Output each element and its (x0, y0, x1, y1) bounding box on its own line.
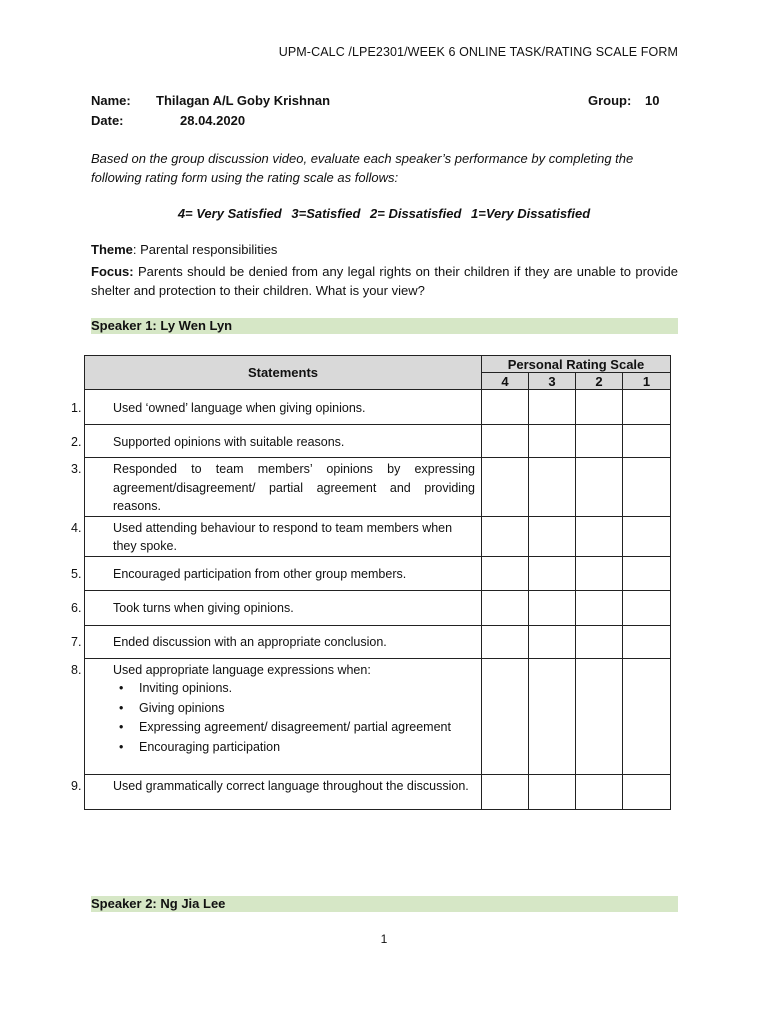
rating-cell-1[interactable] (623, 425, 671, 458)
statement-number: 4. (71, 520, 82, 535)
statement-number: 8. (71, 662, 82, 677)
rating-cell-3[interactable] (529, 516, 576, 556)
page-number: 1 (380, 932, 388, 946)
list-item (119, 718, 475, 738)
rating-col-1: 1 (623, 373, 671, 390)
rating-scale-legend (0, 206, 768, 221)
statement-text: Used ‘owned’ language when giving opinions. (113, 400, 366, 415)
theme-line (91, 242, 277, 257)
statement-text: Responded to team members’ opinions by expressing agreement/disagreement/ partial agreement and providing reasons. (113, 462, 475, 513)
table-row (85, 590, 671, 625)
statement-number: 7. (71, 635, 82, 650)
rating-cell-3[interactable] (529, 425, 576, 458)
statement-text: Encouraged participation from other group members. (113, 566, 407, 581)
rating-cell-1[interactable] (623, 390, 671, 425)
rating-cell-1[interactable] (623, 625, 671, 658)
statement-cell (71, 425, 482, 458)
rating-col-3: 3 (529, 373, 576, 390)
rating-cell-2[interactable] (576, 774, 623, 809)
scale-3: 3=Satisfied (291, 206, 361, 221)
statement-cell (71, 516, 482, 556)
group-number: 10 (645, 93, 660, 108)
rating-cell-4[interactable] (482, 590, 529, 625)
table-row (85, 516, 671, 556)
rating-cell-4[interactable] (482, 516, 529, 556)
rating-cell-1[interactable] (623, 458, 671, 517)
rating-cell-3[interactable] (529, 774, 576, 809)
rating-cell-1[interactable] (623, 556, 671, 590)
statement-text: Ended discussion with an appropriate conclusion. (113, 635, 387, 650)
rating-cell-2[interactable] (576, 458, 623, 517)
rating-cell-4[interactable] (482, 390, 529, 425)
statement-cell (71, 590, 482, 625)
list-item: • Inviting opinions. (119, 679, 475, 699)
speaker-1-heading: Speaker 1: Ly Wen Lyn (91, 318, 678, 334)
rating-cell-2[interactable] (576, 625, 623, 658)
rating-cell-1[interactable] (623, 658, 671, 774)
table-row (85, 658, 671, 774)
rating-cell-2[interactable] (576, 556, 623, 590)
statement-cell (71, 390, 482, 425)
table-row (85, 774, 671, 809)
focus-label: Focus: (91, 264, 134, 279)
statement-number: 9. (71, 778, 82, 793)
focus-paragraph (91, 262, 678, 300)
rating-cell-3[interactable] (529, 625, 576, 658)
group-label: Group: (588, 93, 632, 108)
document-header: UPM-CALC /LPE2301/WEEK 6 ONLINE TASK/RATING SCALE FORM (278, 45, 678, 59)
scale-4: 4= Very Satisfied (177, 206, 282, 221)
focus-value: Parents should be denied from any legal rights on their children if they are unable to provide shelter and protection to their children. What is your view? (91, 264, 678, 298)
bullet-text: • Expressing agreement/ disagreement/ partial agreement (139, 720, 451, 734)
list-item: • Giving opinions (119, 699, 475, 719)
statement-number: 6. (71, 601, 82, 616)
table-row (85, 425, 671, 458)
table-row (85, 556, 671, 590)
list-item: • Encouraging participation (119, 738, 475, 758)
statement-cell (71, 625, 482, 658)
rating-cell-2[interactable] (576, 516, 623, 556)
table-row (85, 458, 671, 517)
rating-cell-3[interactable] (529, 658, 576, 774)
statement-number: 5. (71, 566, 82, 581)
rating-cell-3[interactable] (529, 458, 576, 517)
rating-cell-2[interactable] (576, 658, 623, 774)
student-name: Thilagan A/L Goby Krishnan (156, 93, 331, 108)
theme-label: Theme (91, 242, 133, 257)
rating-cell-4[interactable] (482, 556, 529, 590)
statement-cell (71, 774, 482, 809)
scale-2: 2= Dissatisfied (370, 206, 462, 221)
rating-cell-4[interactable] (482, 458, 529, 517)
theme-value: : Parental responsibilities (132, 242, 278, 257)
date-label: Date: (91, 113, 124, 128)
statement-text: Took turns when giving opinions. (113, 601, 294, 616)
rating-cell-1[interactable] (623, 590, 671, 625)
statement-number: 3. (71, 462, 82, 476)
statement-text: Used appropriate language expressions when: (113, 662, 371, 677)
rating-cell-1[interactable] (623, 774, 671, 809)
statement-number: 1. (71, 400, 82, 415)
rating-cell-2[interactable] (576, 390, 623, 425)
rating-cell-1[interactable] (623, 516, 671, 556)
name-label: Name: (91, 93, 131, 108)
rating-cell-4[interactable] (482, 425, 529, 458)
date-value: 28.04.2020 (180, 113, 246, 128)
rating-table (71, 355, 671, 810)
rating-cell-3[interactable] (529, 556, 576, 590)
statement-number: 2. (71, 434, 82, 449)
rating-cell-4[interactable] (482, 625, 529, 658)
rating-cell-4[interactable] (482, 774, 529, 809)
rating-cell-2[interactable] (576, 425, 623, 458)
rating-cell-3[interactable] (529, 590, 576, 625)
statements-header: Statements (85, 356, 482, 390)
rating-cell-2[interactable] (576, 590, 623, 625)
rating-scale-header: Personal Rating Scale (482, 356, 671, 373)
rating-col-2: 2 (576, 373, 623, 390)
rating-col-4: 4 (482, 373, 529, 390)
speaker-2-heading: Speaker 2: Ng Jia Lee (91, 896, 678, 912)
rating-cell-4[interactable] (482, 658, 529, 774)
statement-text: Used attending behaviour to respond to team members when they spoke. (113, 520, 453, 553)
statement-cell (71, 556, 482, 590)
table-row (85, 625, 671, 658)
scale-1: 1=Very Dissatisfied (471, 206, 591, 221)
statement-cell (71, 658, 482, 774)
expression-bullet-list (92, 679, 475, 757)
statement-text: Supported opinions with suitable reasons. (113, 434, 345, 449)
instructions-text: Based on the group discussion video, evaluate each speaker’s performance by completing the following rating form using the rating scale as follows: (91, 151, 634, 185)
statement-cell (71, 458, 482, 517)
statement-text: Used grammatically correct language throughout the discussion. (113, 778, 469, 793)
table-row (85, 390, 671, 425)
rating-cell-3[interactable] (529, 390, 576, 425)
